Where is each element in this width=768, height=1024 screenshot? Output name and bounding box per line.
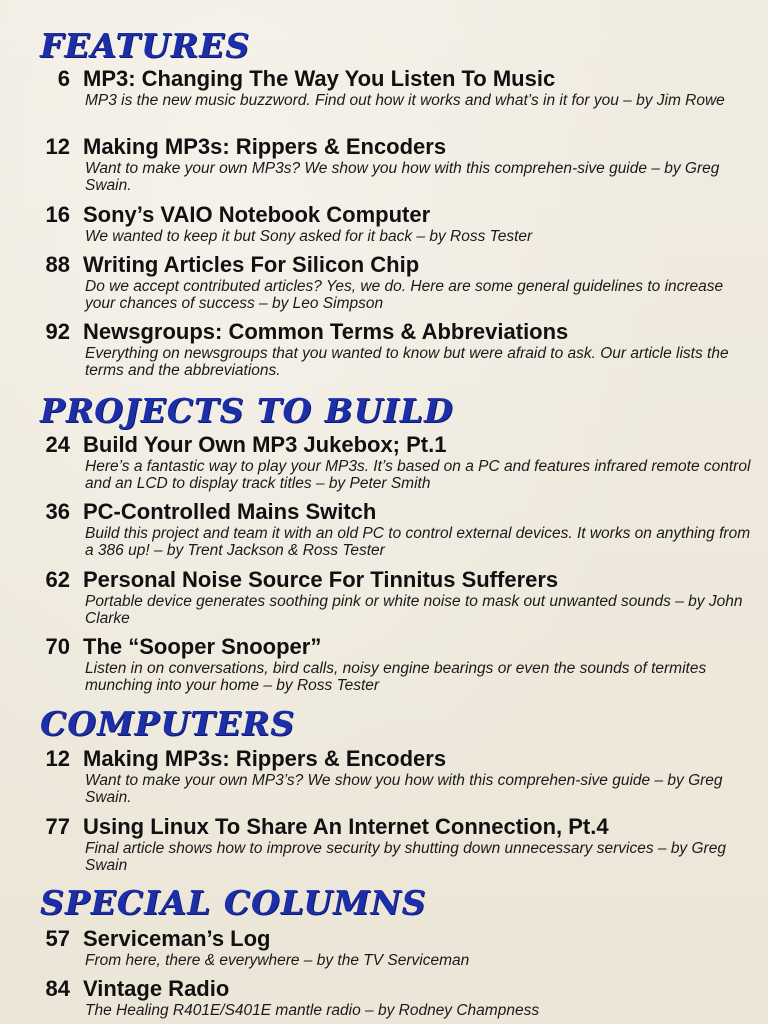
page-number: 12 — [45, 746, 70, 771]
article-description: Want to make your own MP3s? We show you how with this comprehen-sive guide – by Greg Swain. — [85, 160, 720, 194]
article-title: Vintage Radio — [83, 976, 230, 1001]
section-title-special-columns: SPECIAL COLUMNS — [40, 883, 427, 922]
article-description: Here’s a fantastic way to play your MP3s. It’s based on a PC and features infrared remote control and an LCD to display track titles – by Peter Smith — [85, 458, 751, 492]
page-number: 84 — [45, 976, 70, 1001]
page-number: 12 — [45, 134, 70, 159]
article-description: Want to make your own MP3’s? We show you how with this comprehen-sive guide – by Greg Swain. — [85, 772, 723, 806]
article-title: MP3: Changing The Way You Listen To Music — [83, 66, 556, 91]
article-title: Build Your Own MP3 Jukebox; Pt.1 — [83, 432, 447, 457]
page-number: 77 — [45, 814, 70, 839]
article-title: Serviceman’s Log — [83, 926, 271, 951]
section-title-features: FEATURES — [40, 26, 251, 65]
page-number: 92 — [45, 319, 70, 344]
article-title: Sony’s VAIO Notebook Computer — [83, 202, 431, 227]
page-number: 70 — [45, 634, 70, 659]
article-title: The “Sooper Snooper” — [83, 634, 322, 659]
section-title-computers: COMPUTERS — [40, 704, 296, 743]
page-number: 24 — [45, 432, 70, 457]
article-title: Making MP3s: Rippers & Encoders — [83, 134, 447, 159]
article-description: Portable device generates soothing pink or white noise to mask out unwanted sounds – by John Clarke — [85, 593, 743, 627]
article-title: Making MP3s: Rippers & Encoders — [83, 746, 447, 771]
page-number: 57 — [45, 926, 70, 951]
article-description: Listen in on conversations, bird calls, noisy engine bearings or even the sounds of termites munching into your home – by Ross Tester — [85, 660, 707, 694]
article-description: Everything on newsgroups that you wanted to know but were afraid to ask. Our article lists the terms and the abbreviations. — [85, 345, 729, 379]
article-description: Final article shows how to improve security by shutting down unnecessary services – by Greg Swain — [85, 840, 726, 874]
article-description: Do we accept contributed articles? Yes, we do. Here are some general guidelines to increase your chances of success – by Leo Simpson — [85, 278, 724, 312]
article-description: From here, there & everywhere – by the TV Serviceman — [85, 952, 470, 969]
page-number: 16 — [45, 202, 70, 227]
page-number: 36 — [45, 499, 70, 524]
article-title: Newsgroups: Common Terms & Abbreviations — [83, 319, 569, 344]
article-description: Build this project and team it with an old PC to control external devices. It works on anything from a 386 up! – by Trent Jackson & Ross Tester — [85, 525, 751, 559]
page-number: 62 — [45, 567, 70, 592]
article-title: Personal Noise Source For Tinnitus Sufferers — [83, 567, 559, 592]
article-title: PC-Controlled Mains Switch — [83, 499, 377, 524]
article-title: Writing Articles For Silicon Chip — [83, 252, 420, 277]
article-description: MP3 is the new music buzzword. Find out how it works and what’s in it for you – by Jim Rowe — [85, 92, 725, 109]
page-number: 6 — [57, 66, 70, 91]
article-description: The Healing R401E/S401E mantle radio – by Rodney Champness — [85, 1002, 540, 1019]
section-title-projects-to-build: PROJECTS TO BUILD — [40, 391, 454, 430]
article-title: Using Linux To Share An Internet Connection, Pt.4 — [83, 814, 609, 839]
article-description: We wanted to keep it but Sony asked for it back – by Ross Tester — [85, 228, 533, 245]
page-number: 88 — [45, 252, 70, 277]
